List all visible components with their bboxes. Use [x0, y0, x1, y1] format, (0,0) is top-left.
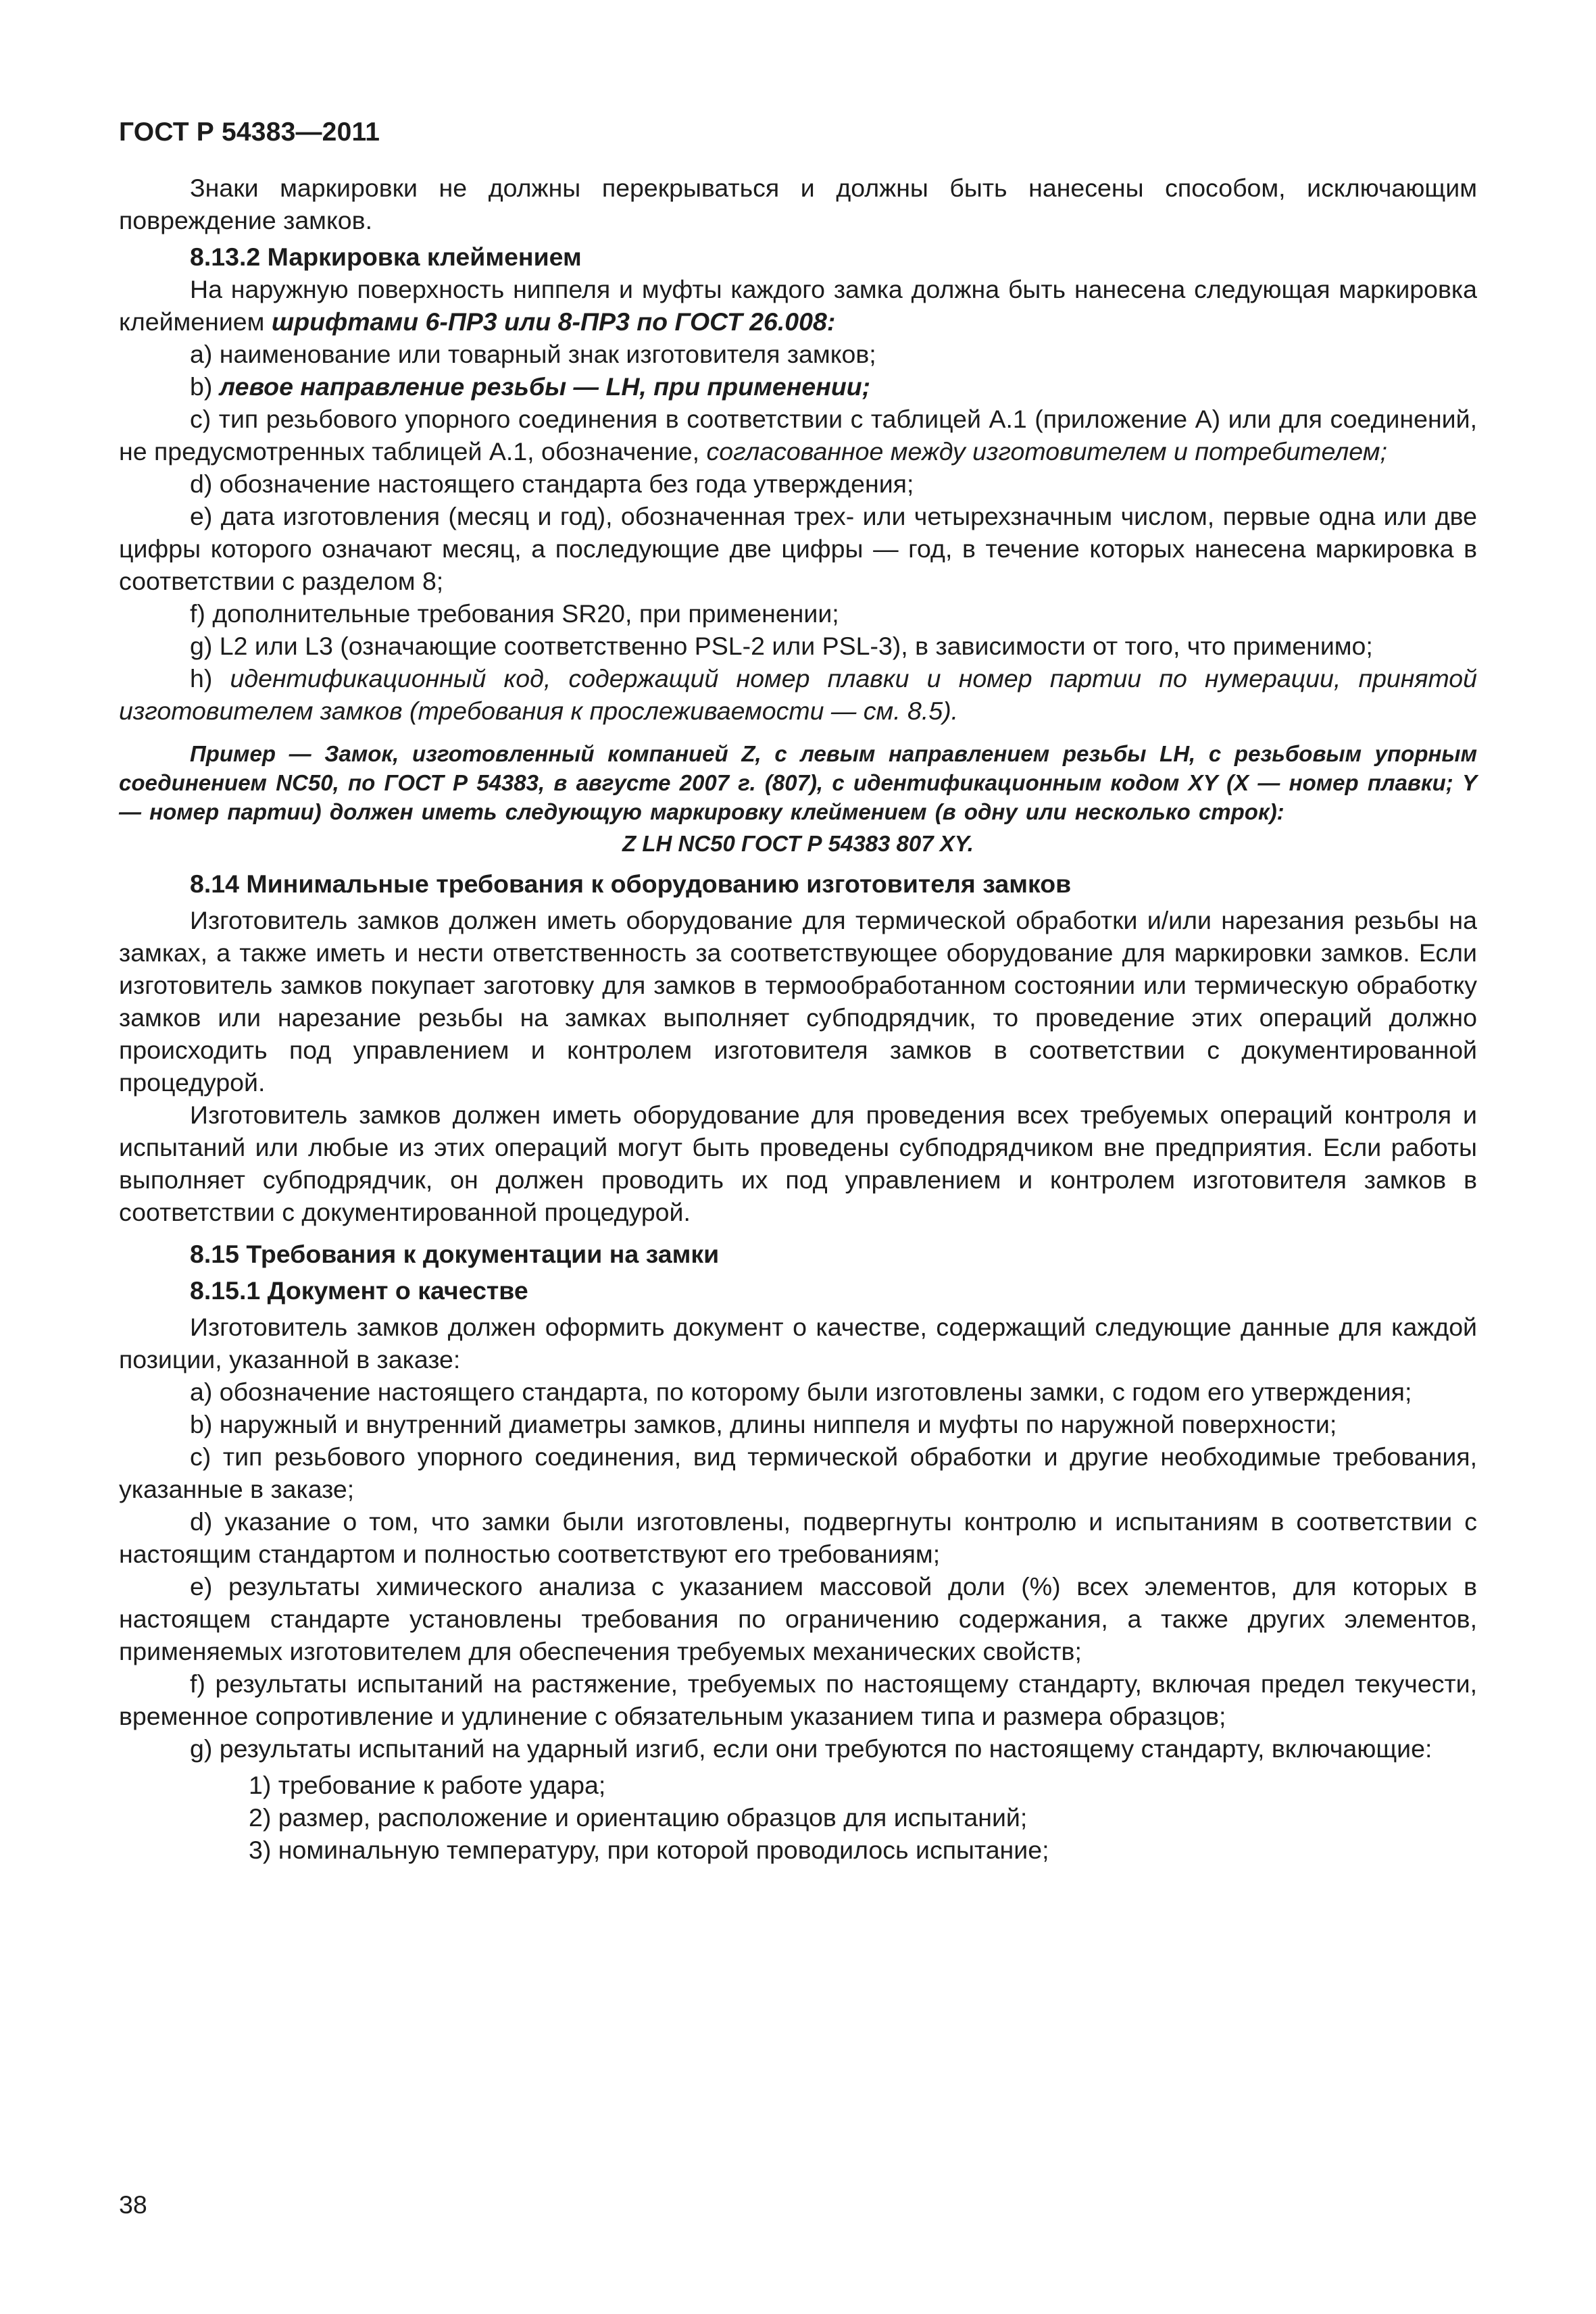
list-item-g: g) L2 или L3 (означающие соответственно PSL-2 или PSL-3), в зависимости от того, что применимо;	[190, 632, 1373, 660]
quality-item-c: c) тип резьбового упорного соединения, вид термической обработки и другие необходимые требования, указанные в заказе;	[119, 1442, 1477, 1503]
quality-item-f: f) результаты испытаний на растяжение, требуемых по настоящему стандарту, включая предел текучести, временное сопротивление и удлинение с обязательным указанием типа и размера образцов;	[119, 1669, 1477, 1730]
paragraph-8-15-1: Изготовитель замков должен оформить документ о качестве, содержащий следующие данные для каждой позиции, указанной в заказе:	[119, 1313, 1477, 1374]
list-item-h	[119, 662, 1477, 727]
paragraph-stamp-requirement	[119, 273, 1477, 338]
list-item-b-text: левое направление резьбы — LH, при применении;	[219, 372, 871, 401]
quality-subitem-3: 3) номинальную температуру, при которой проводилось испытание;	[249, 1836, 1049, 1864]
quality-subitem-1: 1) требование к работе удара;	[249, 1771, 606, 1799]
list-item-h-text: идентификационный код, содержащий номер плавки и номер партии по нумерации, принятой изготовителем замков (требования к прослеживаемости — см. 8.5).	[119, 664, 1477, 725]
list-item-b	[119, 370, 1477, 403]
quality-item-d: d) указание о том, что замки были изготовлены, подвергнуты контролю и испытаниям в соответствии с настоящим стандартом и полностью соответствуют его требованиям;	[119, 1507, 1477, 1568]
quality-item-b: b) наружный и внутренний диаметры замков, длины ниппеля и муфты по наружной поверхности;	[190, 1410, 1337, 1438]
list-item-b-prefix: b)	[190, 372, 220, 401]
example-paragraph: Пример — Замок, изготовленный компанией Z, с левым направлением резьбы LH, с резьбовым упорным соединением NC50, по ГОСТ Р 54383, в августе 2007 г. (807), с идентификационным кодом XY (X — номер плавки; Y — номер партии) должен иметь следующую маркировку клеймением (в одну или несколько строк):	[119, 741, 1477, 824]
list-item-e: e) дата изготовления (месяц и год), обозначенная трех- или четырехзначным числом, первые одна или две цифры которого означают месяц, а последующие две цифры — год, в течение которых нанесена маркировка в соответствии с разделом 8;	[119, 502, 1477, 595]
quality-item-e: e) результаты химического анализа с указанием массовой доли (%) всех элементов, для которых в настоящем стандарте установлены требования по ограничению содержания, а также других элементов, применяемых изготовителем для обеспечения требуемых механических свойств;	[119, 1572, 1477, 1665]
quality-item-a: a) обозначение настоящего стандарта, по которому были изготовлены замки, с годом его утверждения;	[190, 1378, 1412, 1406]
document-header: ГОСТ Р 54383—2011	[119, 118, 380, 147]
heading-8-14: 8.14 Минимальные требования к оборудованию изготовителя замков	[190, 870, 1072, 898]
stamp-font-ref: шрифтами 6-ПР3 или 8-ПР3 по ГОСТ 26.008:	[271, 307, 836, 336]
quality-item-g: g) результаты испытаний на ударный изгиб, если они требуются по настоящему стандарту, включающие:	[190, 1734, 1432, 1763]
paragraph-8-14-2: Изготовитель замков должен иметь оборудование для проведения всех требуемых операций контроля и испытаний или любые из этих операций могут быть проведены субподрядчиком вне предприятия. Если работы выполняет субподрядчик, он должен проводить их под управлением и контролем изготовителя замков в соответствии с документированной процедурой.	[119, 1101, 1477, 1226]
list-item-c-text: c) тип резьбового упорного соединения в соответствии с таблицей А.1 (приложение А) или для соединений, не предусмотренных таблицей А.1, обозначение,	[119, 405, 1477, 466]
heading-8-15: 8.15 Требования к документации на замки	[190, 1240, 720, 1268]
paragraph-8-14-1: Изготовитель замков должен иметь оборудование для термической обработки и/или нарезания резьбы на замках, а также иметь и нести ответственность за соответствующее оборудование для маркировки замков. Если изготовитель замков покупает заготовку для замков в термообработанном состоянии или термическую обработку замков или нарезание резьбы на замках выполняет субподрядчик, то проведение этих операций должно происходить под управлением и контролем изготовителя замков в соответствии с документированной процедурой.	[119, 906, 1477, 1097]
heading-8-13-2: 8.13.2 Маркировка клеймением	[190, 243, 582, 271]
list-item-d: d) обозначение настоящего стандарта без года утверждения;	[190, 470, 914, 498]
list-item-c-italic: согласованное между изготовителем и потребителем;	[706, 437, 1387, 466]
document-page	[119, 116, 1477, 1866]
list-item-f: f) дополнительные требования SR20, при применении;	[190, 599, 839, 628]
stamp-text: На наружную поверхность ниппеля и муфты каждого замка должна быть нанесена следующая маркировка клеймением	[119, 275, 1477, 336]
list-item-c	[119, 403, 1477, 468]
example-marking: Z LH NC50 ГОСТ Р 54383 807 XY.	[622, 831, 974, 856]
paragraph-marking-intro: Знаки маркировки не должны перекрываться и должны быть нанесены способом, исключающим повреждение замков.	[119, 174, 1477, 234]
list-item-a: a) наименование или товарный знак изготовителя замков;	[190, 340, 876, 368]
heading-8-15-1: 8.15.1 Документ о качестве	[190, 1276, 528, 1305]
quality-subitem-2: 2) размер, расположение и ориентацию образцов для испытаний;	[249, 1803, 1028, 1832]
page-number: 38	[119, 2190, 147, 2219]
list-item-h-prefix: h)	[190, 664, 230, 693]
